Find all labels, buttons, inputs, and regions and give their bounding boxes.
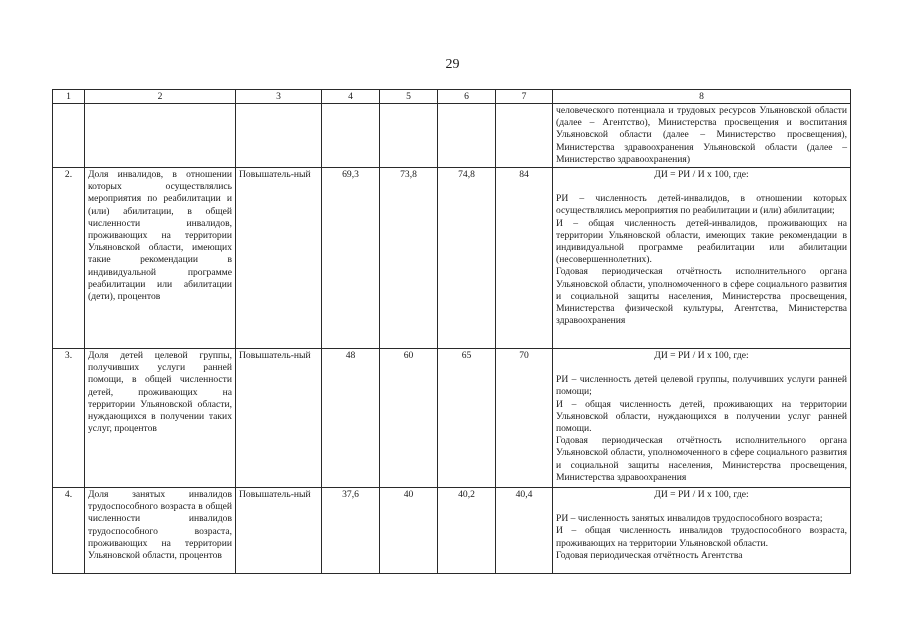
value-col5: 40 [380,488,438,574]
formula: ДИ = РИ / И х 100, где: [654,169,749,181]
definition-i: И – общая численность детей-инвалидов, проживающих на территории Ульяновской области, имеющих такие рекомендации в индивидуальной программе реабилитации или абилитации (несовершеннолетних). [556,217,847,266]
method-cell [553,168,851,349]
header-cell: 7 [496,90,553,104]
value-col7: 40,4 [496,488,553,574]
row-number: 2. [53,168,85,349]
page-number: 29 [445,57,460,72]
continuation-text: человеческого потенциала и трудовых ресурсов Ульяновской области (далее – Агентство), Министерства просвещения и воспитания Ульяновской области (далее – Министерство просвещения), Министерства здравоохранения Ульяновской области (далее – Министерство здравоохранения) [553,104,851,168]
data-source: Годовая периодическая отчётность исполнительного органа Ульяновской области, уполномоченного в сфере социального развития и социальной защиты населения, Министерства просвещения, Министерства физической культуры, Агентства, Министерства здравоохранения [556,266,847,327]
header-cell: 1 [53,90,85,104]
indicator-name: Доля детей целевой группы, получивших услуги ранней помощи, в общей численности детей, проживающих на территории Ульяновской области, нуждающихся в получении таких услуг, процентов [85,349,236,488]
data-source: Годовая периодическая отчётность Агентства [556,549,743,561]
indicator-name: Доля занятых инвалидов трудоспособного возраста в общей численности инвалидов трудоспособного возраста, проживающих на территории Ульяновской области, процентов [85,488,236,574]
continuation-row [53,104,851,168]
indicator-type: Повышатель-ный [236,349,322,488]
definition-ri: РИ – численность детей-инвалидов, в отношении которых осуществлялись мероприятия по реабилитации и (или) абилитации; [556,193,847,217]
table-row [53,349,851,488]
header-cell: 4 [322,90,380,104]
value-col4: 48 [322,349,380,488]
value-col4: 69,3 [322,168,380,349]
header-cell: 5 [380,90,438,104]
table-row [53,168,851,349]
method-cell [553,349,851,488]
table-row [53,488,851,574]
value-col7: 70 [496,349,553,488]
value-col6: 65 [438,349,496,488]
header-cell: 2 [85,90,236,104]
header-cell: 6 [438,90,496,104]
value-col6: 74,8 [438,168,496,349]
formula: ДИ = РИ / И х 100, где: [654,489,749,501]
value-col4: 37,6 [322,488,380,574]
value-col5: 60 [380,349,438,488]
row-number: 3. [53,349,85,488]
definition-i: И – общая численность инвалидов трудоспособного возраста, проживающих на территории Ульяновской области. [556,525,847,549]
value-col6: 40,2 [438,488,496,574]
header-cell: 8 [553,90,851,104]
header-row [53,90,851,104]
indicator-type: Повышатель-ный [236,168,322,349]
indicator-type: Повышатель-ный [236,488,322,574]
definition-ri: РИ – численность детей целевой группы, получивших услуги ранней помощи; [556,374,847,398]
value-col5: 73,8 [380,168,438,349]
data-source: Годовая периодическая отчётность исполнительного органа Ульяновской области, уполномоченного в сфере социального развития и социальной защиты населения, Министерства просвещения, Министерства здравоохранения [556,435,847,483]
row-number: 4. [53,488,85,574]
method-cell [553,488,851,574]
indicators-table [52,89,851,574]
definition-i: И – общая численность детей, проживающих на территории Ульяновской области, нуждающихся в получении услуг ранней помощи. [556,398,847,435]
formula: ДИ = РИ / И х 100, где: [654,350,749,362]
indicator-name: Доля инвалидов, в отношении которых осуществлялись мероприятия по реабилитации и (или) абилитации, в общей численности инвалидов, проживающих на территории Ульяновской области, имеющих такие рекомендации в индивидуальной программе реабилитации или абилитации (дети), процентов [85,168,236,349]
header-cell: 3 [236,90,322,104]
definition-ri: РИ – численность занятых инвалидов трудоспособного возраста; [556,513,823,525]
value-col7: 84 [496,168,553,349]
